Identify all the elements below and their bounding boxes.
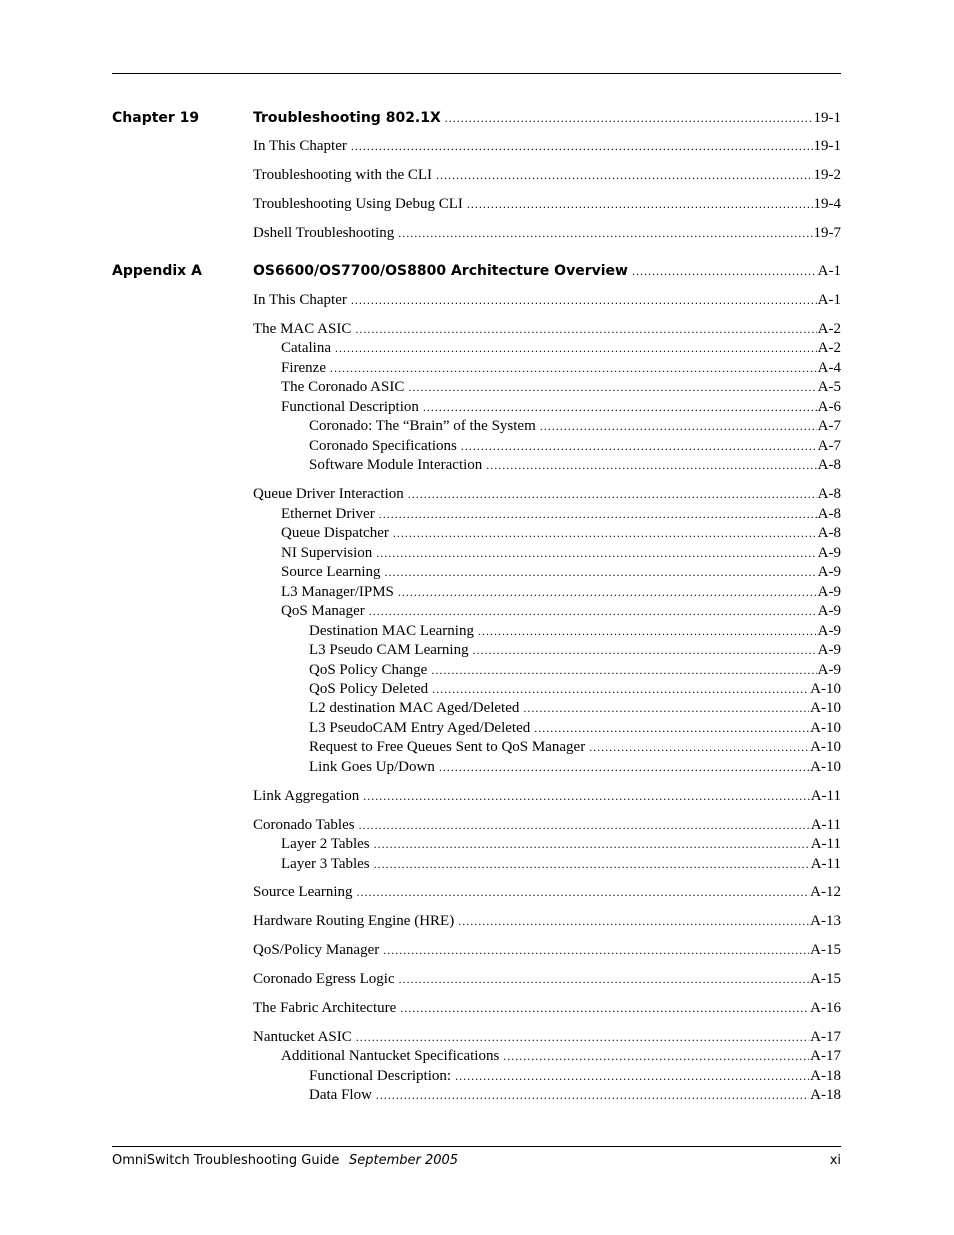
toc-page-number: A-18 — [810, 1087, 841, 1103]
toc-line[interactable] — [309, 718, 841, 738]
toc-line[interactable] — [281, 854, 841, 874]
toc-entry-title: Ethernet Driver — [281, 506, 375, 522]
dot-leader — [632, 261, 817, 281]
toc-line[interactable] — [309, 757, 841, 777]
toc-entry-title: Layer 3 Tables — [281, 856, 370, 872]
toc-entry — [0, 416, 954, 436]
dot-leader — [374, 834, 810, 854]
toc-entry-title: Queue Driver Interaction — [253, 486, 404, 502]
toc-entry-title: Source Learning — [281, 564, 381, 580]
toc-entry-title: Link Aggregation — [253, 788, 360, 804]
toc-entry — [0, 1085, 954, 1105]
toc-entry — [0, 786, 954, 806]
toc-entry — [0, 582, 954, 602]
toc-line[interactable] — [253, 940, 841, 960]
toc-line[interactable] — [309, 640, 841, 660]
dot-leader — [376, 543, 816, 563]
toc-entry — [0, 1046, 954, 1066]
toc-entry — [0, 223, 954, 243]
toc-line[interactable] — [253, 194, 841, 214]
toc-page-number: A-4 — [817, 360, 841, 376]
toc-page-number: A-2 — [817, 321, 841, 337]
toc-line[interactable] — [281, 601, 841, 621]
toc-line[interactable] — [281, 523, 841, 543]
dot-leader — [385, 562, 817, 582]
toc-entry-title: QoS/Policy Manager — [253, 942, 380, 958]
dot-leader — [398, 223, 812, 243]
toc-entry — [0, 601, 954, 621]
dot-leader — [355, 319, 816, 339]
toc-line[interactable] — [253, 998, 841, 1018]
toc-page-number: A-15 — [810, 971, 841, 987]
toc-entry-title: In This Chapter — [253, 292, 347, 308]
toc-entry — [0, 660, 954, 680]
dot-leader — [445, 108, 813, 128]
dot-leader — [335, 338, 817, 358]
toc-page-number: A-9 — [817, 662, 841, 678]
dot-leader — [431, 660, 816, 680]
toc-entry — [0, 969, 954, 989]
toc-line[interactable] — [309, 660, 841, 680]
toc-line[interactable] — [253, 969, 841, 989]
dot-leader — [439, 757, 809, 777]
toc-page-number: 19-4 — [813, 196, 841, 212]
toc-entry — [0, 757, 954, 777]
toc-entry-title: QoS Manager — [281, 603, 365, 619]
toc-entry — [0, 562, 954, 582]
dot-leader — [399, 969, 810, 989]
toc-entry-title: Troubleshooting Using Debug CLI — [253, 196, 463, 212]
toc-page-number: A-11 — [810, 856, 841, 872]
section-label: Chapter 19 — [112, 110, 200, 126]
toc-entry — [0, 718, 954, 738]
toc-page-number: A-13 — [810, 913, 841, 929]
toc-entry-title: In This Chapter — [253, 138, 347, 154]
toc-entry-title: Layer 2 Tables — [281, 836, 370, 852]
dot-leader — [523, 698, 809, 718]
toc-entry-title: Coronado Specifications — [309, 438, 457, 454]
dot-leader — [400, 998, 809, 1018]
toc-line[interactable] — [253, 165, 841, 185]
dot-leader — [369, 601, 817, 621]
toc-entry-title: Additional Nantucket Specifications — [281, 1048, 500, 1064]
toc-page-number: A-10 — [810, 759, 841, 775]
toc-entry — [0, 358, 954, 378]
dot-leader — [408, 484, 817, 504]
toc-entry — [0, 911, 954, 931]
toc-entry-title: QoS Policy Change — [309, 662, 428, 678]
toc-entry — [0, 377, 954, 397]
toc-line[interactable] — [253, 136, 841, 156]
toc-entry — [0, 679, 954, 699]
toc-page-number: A-17 — [810, 1048, 841, 1064]
toc-entry-title: L2 destination MAC Aged/Deleted — [309, 700, 520, 716]
toc-line[interactable] — [309, 416, 841, 436]
dot-leader — [473, 640, 817, 660]
toc-line[interactable] — [281, 1046, 841, 1066]
toc-line[interactable] — [253, 223, 841, 243]
toc-entry-title: L3 Manager/IPMS — [281, 584, 394, 600]
toc-line[interactable] — [281, 338, 841, 358]
toc-page-number: A-17 — [810, 1029, 841, 1045]
toc-line[interactable] — [281, 358, 841, 378]
header-rule — [112, 73, 841, 74]
dot-leader — [351, 290, 817, 310]
footer-guide-title: OmniSwitch Troubleshooting Guide — [112, 1153, 340, 1168]
toc-entry — [0, 338, 954, 358]
toc-entry — [0, 455, 954, 475]
toc-page-number: A-9 — [817, 545, 841, 561]
toc-entry-title: The Fabric Architecture — [253, 1000, 397, 1016]
toc-entry — [0, 543, 954, 563]
toc-entry — [0, 882, 954, 902]
toc-page-number: 19-2 — [813, 167, 841, 183]
toc-page-number: A-9 — [817, 603, 841, 619]
toc-entry — [0, 108, 954, 128]
toc-line[interactable] — [281, 582, 841, 602]
toc-line[interactable] — [309, 1085, 841, 1105]
toc-line[interactable] — [253, 786, 841, 806]
toc-entry — [0, 854, 954, 874]
toc-entry — [0, 194, 954, 214]
dot-leader — [486, 455, 816, 475]
toc-entry-title: Coronado Tables — [253, 817, 355, 833]
toc-entry-title: Source Learning — [253, 884, 353, 900]
toc-page-number: A-8 — [817, 525, 841, 541]
toc-line[interactable] — [253, 484, 841, 504]
toc-entry — [0, 1027, 954, 1047]
toc-entry-title: Destination MAC Learning — [309, 623, 474, 639]
toc-page-number: A-10 — [810, 700, 841, 716]
toc-page-number: A-1 — [817, 263, 841, 279]
toc-line[interactable] — [253, 319, 841, 339]
footer-rule — [112, 1146, 841, 1147]
toc-entry-title: NI Supervision — [281, 545, 373, 561]
toc-page-number: A-11 — [810, 817, 841, 833]
toc-line[interactable] — [281, 543, 841, 563]
toc-entry — [0, 484, 954, 504]
toc-entry-title: Troubleshooting with the CLI — [253, 167, 433, 183]
toc-page-number: A-9 — [817, 623, 841, 639]
toc-entry — [0, 504, 954, 524]
toc-page-number: A-11 — [810, 788, 841, 804]
toc-line[interactable] — [281, 377, 841, 397]
toc-line[interactable] — [309, 698, 841, 718]
toc-entry-title: Firenze — [281, 360, 326, 376]
page-footer — [112, 1151, 841, 1171]
dot-leader — [461, 436, 817, 456]
toc-page-number: A-8 — [817, 457, 841, 473]
toc-entry — [0, 397, 954, 417]
toc-entry-title: Coronado Egress Logic — [253, 971, 395, 987]
toc-entry — [0, 165, 954, 185]
toc-entry-title: Functional Description: — [309, 1068, 452, 1084]
toc-entry-title: QoS Policy Deleted — [309, 681, 429, 697]
toc-page-number: A-10 — [810, 681, 841, 697]
dot-leader — [379, 504, 817, 524]
toc-page-number: A-10 — [810, 739, 841, 755]
toc-entry — [0, 940, 954, 960]
toc-entry-title: The Coronado ASIC — [281, 379, 405, 395]
dot-leader — [534, 718, 809, 738]
toc-line[interactable] — [253, 815, 841, 835]
toc-entry-title: Catalina — [281, 340, 331, 356]
footer-date: September 2005 — [349, 1153, 459, 1168]
dot-leader — [540, 416, 817, 436]
toc-entry-title: Data Flow — [309, 1087, 372, 1103]
toc-line[interactable] — [253, 290, 841, 310]
toc-entry-title: Link Goes Up/Down — [309, 759, 435, 775]
toc-page-number: A-5 — [817, 379, 841, 395]
dot-leader — [356, 1027, 809, 1047]
dot-leader — [589, 737, 809, 757]
dot-leader — [408, 377, 816, 397]
toc-entry-title: The MAC ASIC — [253, 321, 352, 337]
toc-line[interactable] — [309, 436, 841, 456]
toc-entry-title: Troubleshooting 802.1X — [253, 110, 441, 126]
toc-page-number: A-2 — [817, 340, 841, 356]
toc-entry-title: Software Module Interaction — [309, 457, 483, 473]
toc-entry — [0, 640, 954, 660]
dot-leader — [503, 1046, 809, 1066]
toc-entry — [0, 698, 954, 718]
toc-entry-title: Functional Description — [281, 399, 419, 415]
toc-entry — [0, 136, 954, 156]
toc-page-number: A-11 — [810, 836, 841, 852]
toc-page-number: 19-1 — [813, 138, 841, 154]
toc-page-number: A-10 — [810, 720, 841, 736]
toc-entry-title: Request to Free Queues Sent to QoS Manager — [309, 739, 586, 755]
dot-leader — [374, 854, 810, 874]
dot-leader — [357, 882, 810, 902]
dot-leader — [383, 940, 809, 960]
toc-page-number: A-7 — [817, 438, 841, 454]
dot-leader — [363, 786, 809, 806]
toc-entry — [0, 998, 954, 1018]
dot-leader — [393, 523, 817, 543]
dot-leader — [467, 194, 813, 214]
dot-leader — [458, 911, 809, 931]
toc-page-number: A-8 — [817, 506, 841, 522]
dot-leader — [423, 397, 817, 417]
toc-page-number: A-12 — [810, 884, 841, 900]
toc-page-number: 19-1 — [813, 110, 841, 126]
toc-entry-title: OS6600/OS7700/OS8800 Architecture Overview — [253, 263, 628, 279]
toc-line[interactable] — [253, 261, 841, 281]
toc-entry — [0, 815, 954, 835]
toc-entry — [0, 834, 954, 854]
toc-entry-title: Queue Dispatcher — [281, 525, 389, 541]
footer-page-number: xi — [829, 1153, 841, 1168]
toc-page-number: A-9 — [817, 642, 841, 658]
dot-leader — [398, 582, 817, 602]
toc-line[interactable] — [309, 737, 841, 757]
toc-entry-title: Hardware Routing Engine (HRE) — [253, 913, 455, 929]
toc-page-number: 19-7 — [813, 225, 841, 241]
toc-page-number: A-8 — [817, 486, 841, 502]
toc-line[interactable] — [309, 1066, 841, 1086]
toc-entry — [0, 523, 954, 543]
toc-entry-title: Nantucket ASIC — [253, 1029, 352, 1045]
toc-page-number: A-1 — [817, 292, 841, 308]
toc-entry — [0, 290, 954, 310]
toc-entry — [0, 436, 954, 456]
toc-entry — [0, 261, 954, 281]
toc-entry-title: L3 PseudoCAM Entry Aged/Deleted — [309, 720, 531, 736]
toc-entry — [0, 319, 954, 339]
dot-leader — [330, 358, 817, 378]
toc-line[interactable] — [253, 1027, 841, 1047]
dot-leader — [478, 621, 817, 641]
dot-leader — [455, 1066, 809, 1086]
toc-page-number: A-6 — [817, 399, 841, 415]
dot-leader — [351, 136, 813, 156]
toc-entry-title: L3 Pseudo CAM Learning — [309, 642, 469, 658]
toc-line[interactable] — [281, 562, 841, 582]
toc-line[interactable] — [253, 108, 841, 128]
toc-entry — [0, 737, 954, 757]
toc-line[interactable] — [281, 504, 841, 524]
toc-line[interactable] — [253, 882, 841, 902]
dot-leader — [432, 679, 809, 699]
toc-page-number: A-16 — [810, 1000, 841, 1016]
toc-line[interactable] — [281, 834, 841, 854]
toc-page-number: A-9 — [817, 564, 841, 580]
toc-page-number: A-9 — [817, 584, 841, 600]
section-label: Appendix A — [112, 263, 202, 279]
toc-entry-title: Dshell Troubleshooting — [253, 225, 395, 241]
dot-leader — [376, 1085, 809, 1105]
dot-leader — [359, 815, 810, 835]
toc-entry — [0, 621, 954, 641]
dot-leader — [436, 165, 812, 185]
toc-entry-title: Coronado: The “Brain” of the System — [309, 418, 536, 434]
toc-page-number: A-15 — [810, 942, 841, 958]
toc-line[interactable] — [309, 679, 841, 699]
toc-line[interactable] — [309, 621, 841, 641]
toc-line[interactable] — [281, 397, 841, 417]
toc-line[interactable] — [309, 455, 841, 475]
toc-entry — [0, 1066, 954, 1086]
toc-page-number: A-7 — [817, 418, 841, 434]
toc-line[interactable] — [253, 911, 841, 931]
toc-page-number: A-18 — [810, 1068, 841, 1084]
